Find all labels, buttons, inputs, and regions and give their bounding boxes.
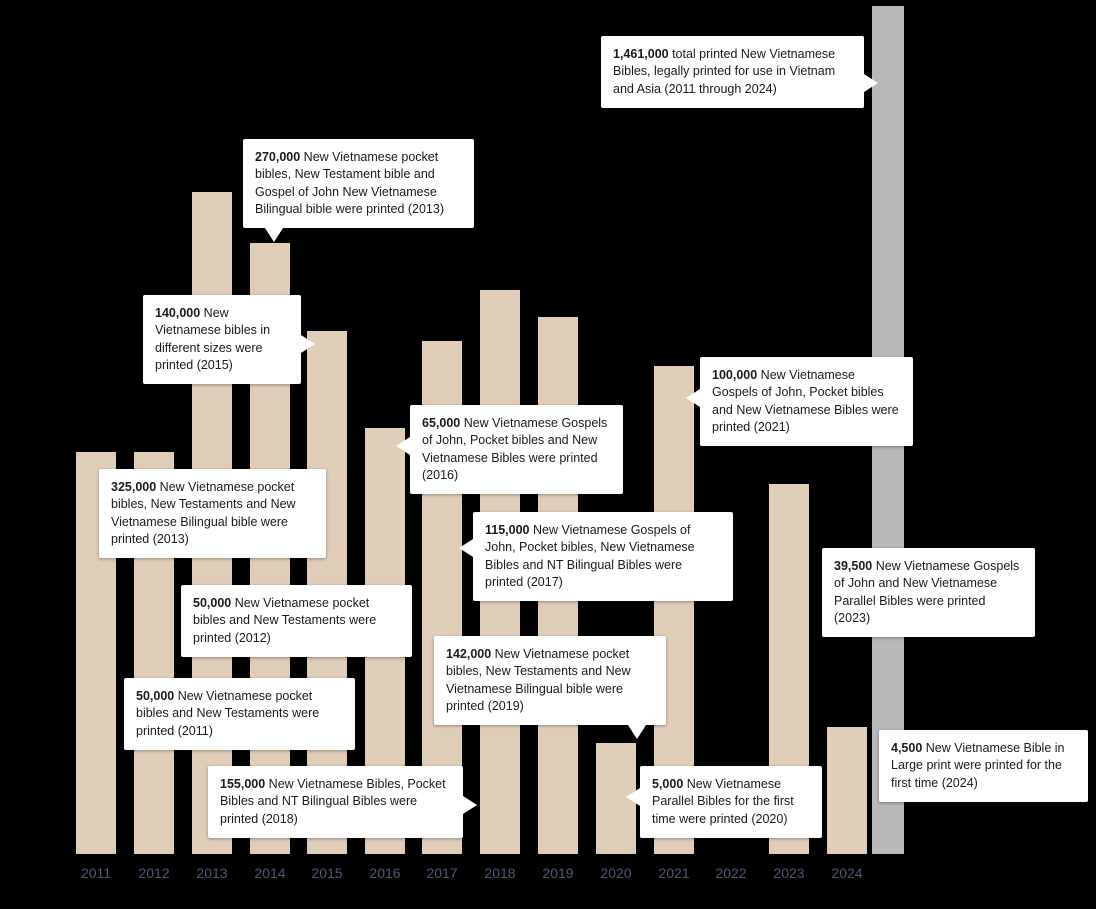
callout-2013-top-pointer bbox=[265, 228, 283, 242]
callout-2018-amount: 155,000 bbox=[220, 777, 266, 791]
callout-2017-pointer bbox=[459, 539, 473, 557]
callout-2020 bbox=[640, 766, 822, 838]
callout-2018-text: New Vietnamese Bibles, Pocket Bibles and NT Bilingual Bibles were printed (2018) bbox=[220, 777, 446, 826]
callout-2017-amount: 115,000 bbox=[485, 523, 530, 537]
callout-2015-text: New Vietnamese bibles in different sizes were printed (2015) bbox=[155, 306, 271, 372]
x-axis-label-2022: 2022 bbox=[715, 865, 747, 881]
callout-2013-left-text: New Vietnamese pocket bibles, New Testaments and New Vietnamese Bilingual bible were printed (2013) bbox=[111, 480, 296, 546]
callout-2024-text: New Vietnamese Bible in Large print were printed for the first time (2024) bbox=[891, 741, 1065, 790]
callout-2019 bbox=[434, 636, 666, 725]
callout-2023-text: New Vietnamese Gospels of John and New Vietnamese Parallel Bibles were printed (2023) bbox=[834, 559, 1020, 625]
callout-total-text: total printed New Vietnamese Bibles, legally printed for use in Vietnam and Asia (2011 through 2024) bbox=[613, 47, 836, 96]
callout-2011-text: New Vietnamese pocket bibles and New Testaments were printed (2011) bbox=[136, 689, 320, 738]
callout-2024-amount: 4,500 bbox=[891, 741, 923, 755]
x-axis-label-2021: 2021 bbox=[658, 865, 690, 881]
callout-2013-top bbox=[243, 139, 474, 228]
callout-2015 bbox=[143, 295, 301, 384]
callout-2016-amount: 65,000 bbox=[422, 416, 461, 430]
callout-2013-left-amount: 325,000 bbox=[111, 480, 157, 494]
callout-2018 bbox=[208, 766, 463, 838]
callout-2023-amount: 39,500 bbox=[834, 559, 873, 573]
x-axis-label-2016: 2016 bbox=[369, 865, 401, 881]
callout-2017-text: New Vietnamese Gospels of John, Pocket bibles, New Vietnamese Bibles and NT Bilingual Bibles were printed (2017) bbox=[485, 523, 695, 589]
callout-2020-text: New Vietnamese Parallel Bibles for the first time were printed (2020) bbox=[652, 777, 794, 826]
callout-total bbox=[601, 36, 864, 108]
callout-2015-amount: 140,000 bbox=[155, 306, 201, 320]
x-axis-label-2024: 2024 bbox=[831, 865, 863, 881]
callout-2012-text: New Vietnamese pocket bibles and New Testaments were printed (2012) bbox=[193, 596, 377, 645]
callout-2011 bbox=[124, 678, 355, 750]
x-axis-label-2023: 2023 bbox=[773, 865, 805, 881]
callout-2012 bbox=[181, 585, 412, 657]
callout-2021-pointer bbox=[686, 389, 700, 407]
callout-2019-text: New Vietnamese pocket bibles, New Testaments and New Vietnamese Bilingual bible were printed (2019) bbox=[446, 647, 631, 713]
callout-2013-top-text: New Vietnamese pocket bibles, New Testament bible and Gospel of John New Vietnamese Bilingual bible were printed (2013) bbox=[255, 150, 445, 216]
callout-2020-pointer bbox=[626, 788, 640, 806]
callout-2016 bbox=[410, 405, 623, 494]
callout-2021-amount: 100,000 bbox=[712, 368, 758, 382]
x-axis-label-2014: 2014 bbox=[254, 865, 286, 881]
callout-2013-top-amount: 270,000 bbox=[255, 150, 301, 164]
callout-2021 bbox=[700, 357, 913, 446]
callout-total-pointer bbox=[864, 74, 878, 92]
callout-2019-amount: 142,000 bbox=[446, 647, 492, 661]
callout-2018-pointer bbox=[463, 796, 477, 814]
callout-2020-amount: 5,000 bbox=[652, 777, 684, 791]
x-axis-label-2020: 2020 bbox=[600, 865, 632, 881]
callout-2024 bbox=[879, 730, 1088, 802]
x-axis-label-2017: 2017 bbox=[426, 865, 458, 881]
bar-2024 bbox=[827, 727, 867, 854]
x-axis-label-2011: 2011 bbox=[80, 865, 112, 881]
callout-2019-pointer bbox=[628, 725, 646, 739]
callout-2023 bbox=[822, 548, 1035, 637]
callout-2016-pointer bbox=[396, 437, 410, 455]
callout-2013-left bbox=[99, 469, 326, 558]
x-axis-label-2018: 2018 bbox=[484, 865, 516, 881]
x-axis-label-2015: 2015 bbox=[311, 865, 343, 881]
callout-2011-amount: 50,000 bbox=[136, 689, 175, 703]
callout-2017 bbox=[473, 512, 733, 601]
callout-2021-text: New Vietnamese Gospels of John, Pocket bibles and New Vietnamese Bibles were printed (2021) bbox=[712, 368, 899, 434]
x-axis-label-2012: 2012 bbox=[138, 865, 170, 881]
callout-2012-amount: 50,000 bbox=[193, 596, 232, 610]
x-axis-label-2019: 2019 bbox=[542, 865, 574, 881]
callout-total-amount: 1,461,000 bbox=[613, 47, 669, 61]
callout-2016-text: New Vietnamese Gospels of John, Pocket bibles and New Vietnamese Bibles were printed (2016) bbox=[422, 416, 608, 482]
callout-2015-pointer bbox=[301, 335, 315, 353]
x-axis-label-2013: 2013 bbox=[196, 865, 228, 881]
